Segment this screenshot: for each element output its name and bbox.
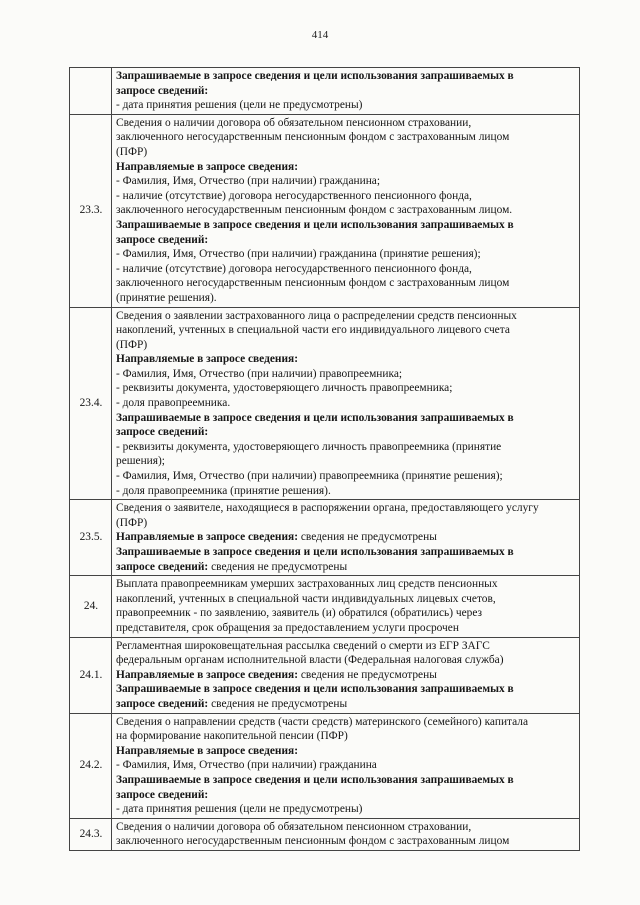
text-segment: представителя, срок обращения за предоставлением услуги просрочен — [116, 621, 459, 634]
row-content — [112, 576, 580, 637]
table-row — [70, 818, 580, 850]
text-line — [116, 715, 576, 730]
text-segment: Сведения о заявителе, находящиеся в распоряжении органа, предоставляющего услугу — [116, 502, 539, 515]
text-segment: (ПФР) — [116, 338, 148, 351]
text-segment: на формирование накопительной пенсии (ПФР) — [116, 730, 348, 743]
row-content — [112, 114, 580, 307]
row-content — [112, 500, 580, 576]
text-segment: заключенного негосударственным пенсионным фондом с застрахованным лицом — [116, 131, 510, 144]
text-segment: - Фамилия, Имя, Отчество (при наличии) гражданина; — [116, 175, 381, 188]
text-segment: сведения не предусмотрены — [298, 531, 437, 544]
text-line — [116, 323, 576, 338]
row-content — [112, 818, 580, 850]
text-line — [116, 592, 576, 607]
text-line — [116, 484, 576, 499]
text-segment: - реквизиты документа, удостоверяющего личность правопреемника (принятие — [116, 440, 502, 453]
text-line — [116, 69, 576, 84]
text-segment: - дата принятия решения (цели не предусмотрены) — [116, 99, 363, 112]
text-line — [116, 160, 576, 175]
text-segment: - Фамилия, Имя, Отчество (при наличии) гражданина — [116, 759, 377, 772]
text-line — [116, 338, 576, 353]
bold-text-segment: запросе сведений: — [116, 233, 209, 246]
table-row — [70, 114, 580, 307]
text-segment: решения); — [116, 455, 165, 468]
bold-text-segment: Направляемые в запросе сведения: — [116, 668, 298, 681]
text-segment: (принятие решения). — [116, 291, 217, 304]
row-number: 24.1. — [70, 637, 112, 713]
text-line — [116, 802, 576, 817]
text-line — [116, 276, 576, 291]
text-segment: Регламентная широковещательная рассылка сведений о смерти из ЕГР ЗАГС — [116, 639, 490, 652]
text-line — [116, 84, 576, 99]
text-line — [116, 425, 576, 440]
table-row — [70, 307, 580, 500]
text-segment: накоплений, учтенных в специальной части его индивидуального лицевого счета — [116, 324, 510, 337]
text-line — [116, 411, 576, 426]
text-line — [116, 262, 576, 277]
row-number: 24.3. — [70, 818, 112, 850]
text-segment: (ПФР) — [116, 145, 148, 158]
text-segment: - доля правопреемника. — [116, 397, 231, 410]
bold-text-segment: запросе сведений: — [116, 560, 209, 573]
text-line — [116, 653, 576, 668]
bold-text-segment: Запрашиваемые в запросе сведения и цели использования запрашиваемых в — [116, 683, 514, 696]
row-number: 23.4. — [70, 307, 112, 500]
text-line — [116, 291, 576, 306]
text-segment: сведения не предусмотрены — [298, 668, 437, 681]
text-line — [116, 203, 576, 218]
text-segment: Сведения о наличии договора об обязательном пенсионном страховании, — [116, 820, 472, 833]
text-line — [116, 820, 576, 835]
text-line — [116, 116, 576, 131]
row-number: 24. — [70, 576, 112, 637]
text-line — [116, 545, 576, 560]
row-content — [112, 68, 580, 115]
text-line — [116, 309, 576, 324]
text-line — [116, 744, 576, 759]
row-number: 23.3. — [70, 114, 112, 307]
text-segment: накоплений, учтенных в специальной части индивидуальных лицевых счетов, — [116, 592, 496, 605]
text-line — [116, 367, 576, 382]
text-line — [116, 697, 576, 712]
text-line — [116, 218, 576, 233]
text-line — [116, 233, 576, 248]
text-line — [116, 247, 576, 262]
bold-text-segment: Запрашиваемые в запросе сведения и цели использования запрашиваемых в — [116, 546, 514, 558]
text-segment: заключенного негосударственным пенсионным фондом с застрахованным лицом. — [116, 204, 513, 217]
text-line — [116, 788, 576, 803]
row-number: 23.5. — [70, 500, 112, 576]
bold-text-segment: Направляемые в запросе сведения: — [116, 744, 298, 757]
text-segment: правопреемник - по заявлению, заявитель (и) обратился (обратились) через — [116, 607, 483, 620]
page-number: 414 — [311, 29, 329, 41]
text-line — [116, 577, 576, 592]
text-line — [116, 516, 576, 531]
text-line — [116, 174, 576, 189]
text-segment: Сведения о заявлении застрахованного лица о распределении средств пенсионных — [116, 309, 517, 322]
text-line — [116, 682, 576, 697]
text-segment: - наличие (отсутствие) договора негосударственного пенсионного фонда, — [116, 189, 472, 202]
table-row — [70, 713, 580, 818]
text-line — [116, 469, 576, 484]
text-segment: Выплата правопреемникам умерших застрахованных лиц средств пенсионных — [116, 578, 498, 591]
text-line — [116, 639, 576, 654]
text-line — [116, 501, 576, 516]
bold-text-segment: запросе сведений: — [116, 426, 209, 439]
table-row — [70, 576, 580, 637]
text-line — [116, 396, 576, 411]
bold-text-segment: запросе сведений: — [116, 84, 209, 97]
bold-text-segment: Запрашиваемые в запросе сведения и цели использования запрашиваемых в — [116, 218, 514, 231]
row-number — [70, 68, 112, 115]
text-segment: сведения не предусмотрены — [208, 697, 348, 710]
text-segment: - наличие (отсутствие) договора негосударственного пенсионного фонда, — [116, 262, 472, 275]
text-line — [116, 454, 576, 469]
text-line — [116, 145, 576, 160]
text-line — [116, 560, 576, 575]
text-segment: Сведения о направлении средств (части средств) материнского (семейного) капитала — [116, 715, 529, 728]
text-segment: - Фамилия, Имя, Отчество (при наличии) гражданина (принятие решения); — [116, 248, 481, 261]
text-segment: заключенного негосударственным пенсионным фондом с застрахованным лицом — [116, 835, 510, 848]
bold-text-segment: запросе сведений: — [116, 788, 209, 801]
text-line — [116, 381, 576, 396]
table-body — [70, 68, 580, 851]
text-line — [116, 758, 576, 773]
text-line — [116, 440, 576, 455]
text-line — [116, 773, 576, 788]
text-segment: - Фамилия, Имя, Отчество (при наличии) правопреемника (принятие решения); — [116, 470, 503, 483]
text-line — [116, 621, 576, 636]
row-number: 24.2. — [70, 713, 112, 818]
table-row — [70, 68, 580, 115]
row-content — [112, 637, 580, 713]
bold-text-segment: Направляемые в запросе сведения: — [116, 531, 298, 544]
bold-text-segment: Запрашиваемые в запросе сведения и цели использования запрашиваемых в — [116, 411, 514, 424]
text-segment: - Фамилия, Имя, Отчество (при наличии) правопреемника; — [116, 367, 403, 380]
requirements-table — [69, 67, 580, 851]
text-line — [116, 729, 576, 744]
bold-text-segment: Направляемые в запросе сведения: — [116, 160, 298, 173]
table-row — [70, 637, 580, 713]
table-row — [70, 500, 580, 576]
text-segment: заключенного негосударственным пенсионным фондом с застрахованным лицом — [116, 277, 510, 290]
text-segment: сведения не предусмотрены — [208, 560, 348, 573]
text-line — [116, 189, 576, 204]
text-segment: федеральным органам исполнительной власти (Федеральная налоговая служба) — [116, 654, 504, 667]
text-segment: - доля правопреемника (принятие решения). — [116, 484, 331, 497]
row-content — [112, 713, 580, 818]
text-segment: Сведения о наличии договора об обязательном пенсионном страховании, — [116, 116, 472, 129]
text-line — [116, 352, 576, 367]
bold-text-segment: Запрашиваемые в запросе сведения и цели использования запрашиваемых в — [116, 773, 514, 786]
text-line — [116, 606, 576, 621]
text-segment: - дата принятия решения (цели не предусмотрены) — [116, 803, 363, 816]
bold-text-segment: Запрашиваемые в запросе сведения и цели использования запрашиваемых в — [116, 70, 514, 82]
text-segment: (ПФР) — [116, 516, 148, 529]
text-line — [116, 130, 576, 145]
text-line — [116, 668, 576, 683]
text-line — [116, 834, 576, 849]
bold-text-segment: Направляемые в запросе сведения: — [116, 353, 298, 366]
text-segment: - реквизиты документа, удостоверяющего личность правопреемника; — [116, 382, 453, 395]
row-content — [112, 307, 580, 500]
bold-text-segment: запросе сведений: — [116, 697, 209, 710]
text-line — [116, 530, 576, 545]
text-line — [116, 98, 576, 113]
